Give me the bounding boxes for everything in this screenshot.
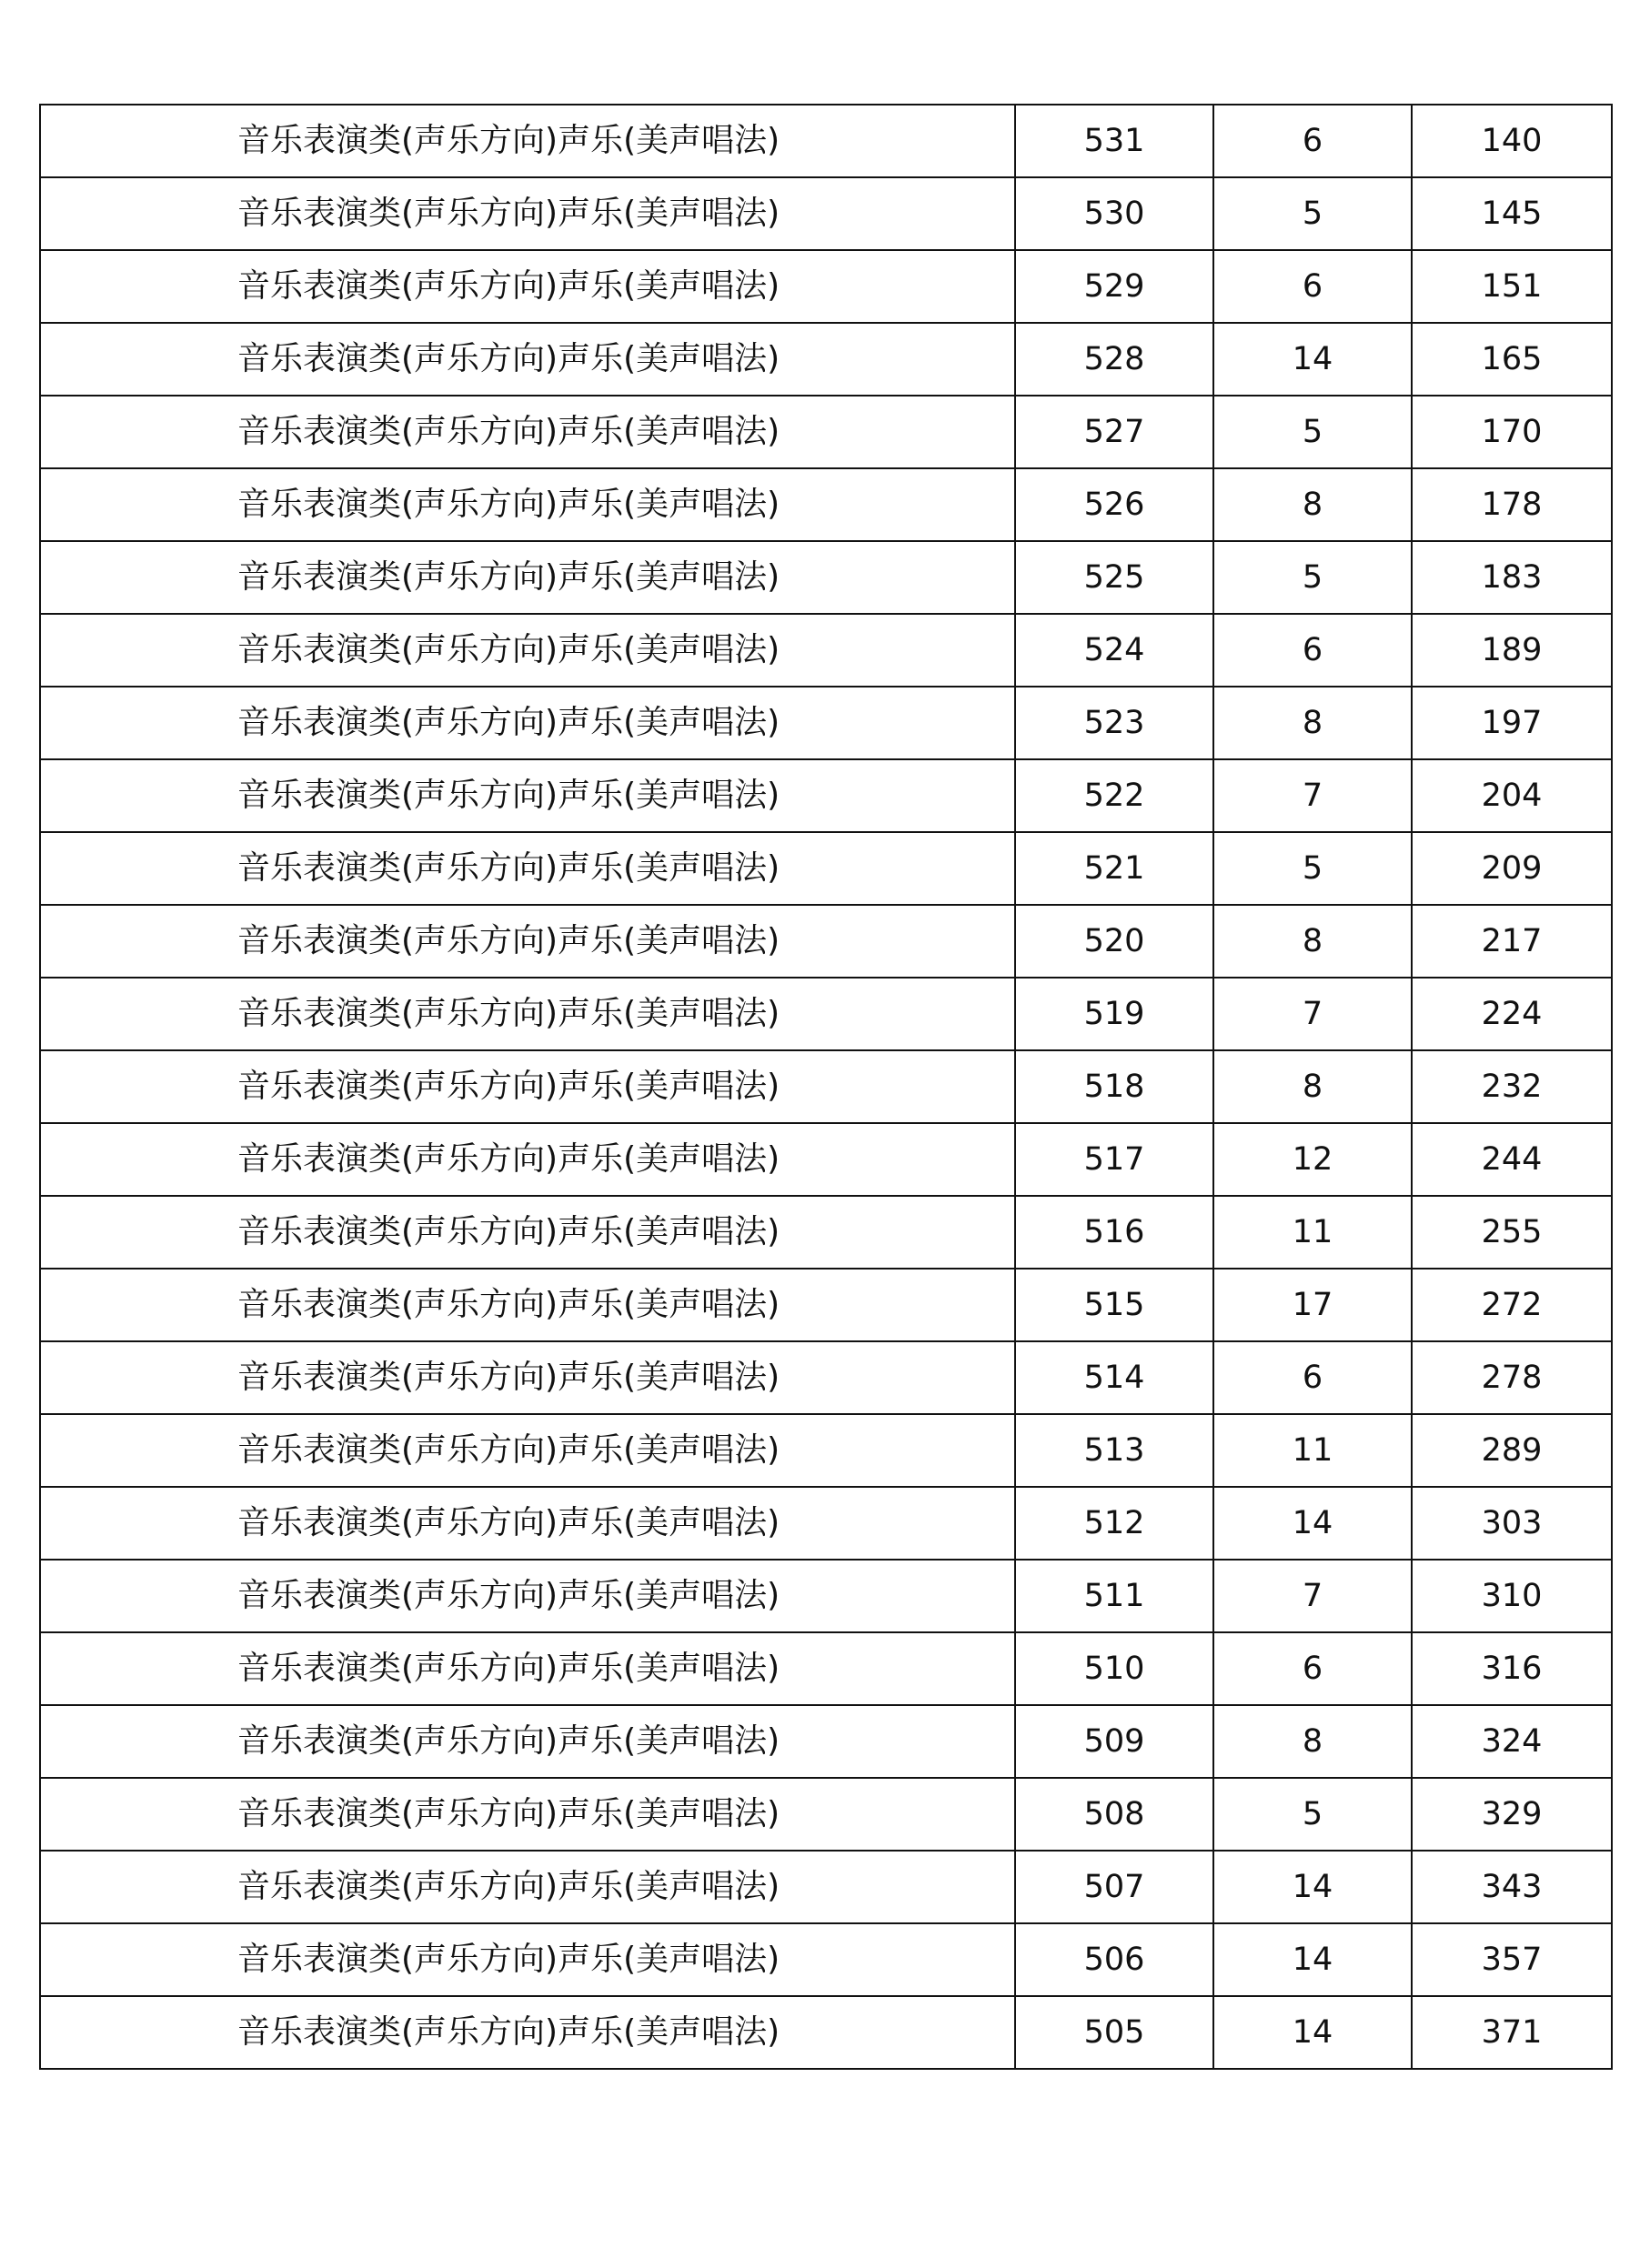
category-cell: 音乐表演类(声乐方向)声乐(美声唱法) [40,759,1015,832]
score-cell: 518 [1015,1050,1213,1123]
cumulative-cell: 303 [1412,1487,1612,1560]
cumulative-cell: 165 [1412,323,1612,396]
table-row [40,832,1612,905]
count-cell: 14 [1213,323,1412,396]
table-row [40,1050,1612,1123]
table-row [40,759,1612,832]
count-cell: 14 [1213,1996,1412,2069]
cumulative-cell: 224 [1412,978,1612,1050]
category-cell: 音乐表演类(声乐方向)声乐(美声唱法) [40,1414,1015,1487]
category-cell: 音乐表演类(声乐方向)声乐(美声唱法) [40,614,1015,687]
table-row [40,323,1612,396]
count-cell: 12 [1213,1123,1412,1196]
cumulative-cell: 244 [1412,1123,1612,1196]
category-cell: 音乐表演类(声乐方向)声乐(美声唱法) [40,1996,1015,2069]
table-body [40,105,1612,2069]
table-row [40,1996,1612,2069]
score-cell: 519 [1015,978,1213,1050]
count-cell: 8 [1213,1705,1412,1778]
category-cell: 音乐表演类(声乐方向)声乐(美声唱法) [40,105,1015,177]
table-row [40,541,1612,614]
count-cell: 5 [1213,832,1412,905]
count-cell: 5 [1213,1778,1412,1851]
score-cell: 521 [1015,832,1213,905]
category-cell: 音乐表演类(声乐方向)声乐(美声唱法) [40,1923,1015,1996]
table-row [40,250,1612,323]
count-cell: 8 [1213,468,1412,541]
score-cell: 511 [1015,1560,1213,1632]
category-cell: 音乐表演类(声乐方向)声乐(美声唱法) [40,905,1015,978]
count-cell: 14 [1213,1923,1412,1996]
score-cell: 516 [1015,1196,1213,1269]
table-row [40,1196,1612,1269]
score-cell: 524 [1015,614,1213,687]
cumulative-cell: 278 [1412,1341,1612,1414]
category-cell: 音乐表演类(声乐方向)声乐(美声唱法) [40,396,1015,468]
cumulative-cell: 272 [1412,1269,1612,1341]
category-cell: 音乐表演类(声乐方向)声乐(美声唱法) [40,323,1015,396]
count-cell: 5 [1213,396,1412,468]
cumulative-cell: 217 [1412,905,1612,978]
table-row [40,396,1612,468]
count-cell: 7 [1213,978,1412,1050]
count-cell: 11 [1213,1414,1412,1487]
score-cell: 505 [1015,1996,1213,2069]
table-row [40,1414,1612,1487]
score-cell: 528 [1015,323,1213,396]
cumulative-cell: 204 [1412,759,1612,832]
score-cell: 527 [1015,396,1213,468]
count-cell: 8 [1213,905,1412,978]
score-cell: 520 [1015,905,1213,978]
table-row [40,1487,1612,1560]
score-cell: 512 [1015,1487,1213,1560]
category-cell: 音乐表演类(声乐方向)声乐(美声唱法) [40,468,1015,541]
count-cell: 5 [1213,541,1412,614]
table-row [40,1851,1612,1923]
count-cell: 11 [1213,1196,1412,1269]
cumulative-cell: 197 [1412,687,1612,759]
count-cell: 6 [1213,250,1412,323]
table-row [40,1632,1612,1705]
score-cell: 513 [1015,1414,1213,1487]
cumulative-cell: 140 [1412,105,1612,177]
category-cell: 音乐表演类(声乐方向)声乐(美声唱法) [40,1632,1015,1705]
table-row [40,1341,1612,1414]
table-row [40,978,1612,1050]
table-row [40,105,1612,177]
score-cell: 531 [1015,105,1213,177]
count-cell: 6 [1213,614,1412,687]
cumulative-cell: 324 [1412,1705,1612,1778]
cumulative-cell: 310 [1412,1560,1612,1632]
category-cell: 音乐表演类(声乐方向)声乐(美声唱法) [40,1123,1015,1196]
category-cell: 音乐表演类(声乐方向)声乐(美声唱法) [40,1851,1015,1923]
category-cell: 音乐表演类(声乐方向)声乐(美声唱法) [40,1269,1015,1341]
table-row [40,177,1612,250]
count-cell: 5 [1213,177,1412,250]
cumulative-cell: 329 [1412,1778,1612,1851]
cumulative-cell: 145 [1412,177,1612,250]
category-cell: 音乐表演类(声乐方向)声乐(美声唱法) [40,177,1015,250]
count-cell: 6 [1213,105,1412,177]
cumulative-cell: 183 [1412,541,1612,614]
category-cell: 音乐表演类(声乐方向)声乐(美声唱法) [40,250,1015,323]
count-cell: 14 [1213,1851,1412,1923]
score-cell: 508 [1015,1778,1213,1851]
cumulative-cell: 178 [1412,468,1612,541]
count-cell: 7 [1213,1560,1412,1632]
score-cell: 507 [1015,1851,1213,1923]
category-cell: 音乐表演类(声乐方向)声乐(美声唱法) [40,832,1015,905]
count-cell: 7 [1213,759,1412,832]
table-row [40,687,1612,759]
cumulative-cell: 255 [1412,1196,1612,1269]
category-cell: 音乐表演类(声乐方向)声乐(美声唱法) [40,1196,1015,1269]
cumulative-cell: 189 [1412,614,1612,687]
score-cell: 517 [1015,1123,1213,1196]
count-cell: 6 [1213,1632,1412,1705]
category-cell: 音乐表演类(声乐方向)声乐(美声唱法) [40,1705,1015,1778]
count-cell: 8 [1213,1050,1412,1123]
category-cell: 音乐表演类(声乐方向)声乐(美声唱法) [40,541,1015,614]
score-cell: 522 [1015,759,1213,832]
table-row [40,1705,1612,1778]
table-row [40,468,1612,541]
cumulative-cell: 343 [1412,1851,1612,1923]
table-row [40,1560,1612,1632]
score-cell: 514 [1015,1341,1213,1414]
count-cell: 17 [1213,1269,1412,1341]
score-cell: 525 [1015,541,1213,614]
cumulative-cell: 151 [1412,250,1612,323]
category-cell: 音乐表演类(声乐方向)声乐(美声唱法) [40,978,1015,1050]
cumulative-cell: 316 [1412,1632,1612,1705]
score-cell: 523 [1015,687,1213,759]
category-cell: 音乐表演类(声乐方向)声乐(美声唱法) [40,1487,1015,1560]
score-distribution-table [39,104,1613,2070]
score-cell: 515 [1015,1269,1213,1341]
score-cell: 529 [1015,250,1213,323]
score-cell: 510 [1015,1632,1213,1705]
table-row [40,614,1612,687]
table-row [40,1123,1612,1196]
category-cell: 音乐表演类(声乐方向)声乐(美声唱法) [40,1341,1015,1414]
score-cell: 530 [1015,177,1213,250]
category-cell: 音乐表演类(声乐方向)声乐(美声唱法) [40,1050,1015,1123]
cumulative-cell: 232 [1412,1050,1612,1123]
count-cell: 14 [1213,1487,1412,1560]
cumulative-cell: 289 [1412,1414,1612,1487]
table-row [40,1269,1612,1341]
category-cell: 音乐表演类(声乐方向)声乐(美声唱法) [40,687,1015,759]
table-row [40,1923,1612,1996]
category-cell: 音乐表演类(声乐方向)声乐(美声唱法) [40,1560,1015,1632]
cumulative-cell: 170 [1412,396,1612,468]
cumulative-cell: 371 [1412,1996,1612,2069]
score-cell: 506 [1015,1923,1213,1996]
count-cell: 8 [1213,687,1412,759]
count-cell: 6 [1213,1341,1412,1414]
category-cell: 音乐表演类(声乐方向)声乐(美声唱法) [40,1778,1015,1851]
cumulative-cell: 357 [1412,1923,1612,1996]
cumulative-cell: 209 [1412,832,1612,905]
score-cell: 526 [1015,468,1213,541]
table-row [40,905,1612,978]
score-cell: 509 [1015,1705,1213,1778]
table-row [40,1778,1612,1851]
